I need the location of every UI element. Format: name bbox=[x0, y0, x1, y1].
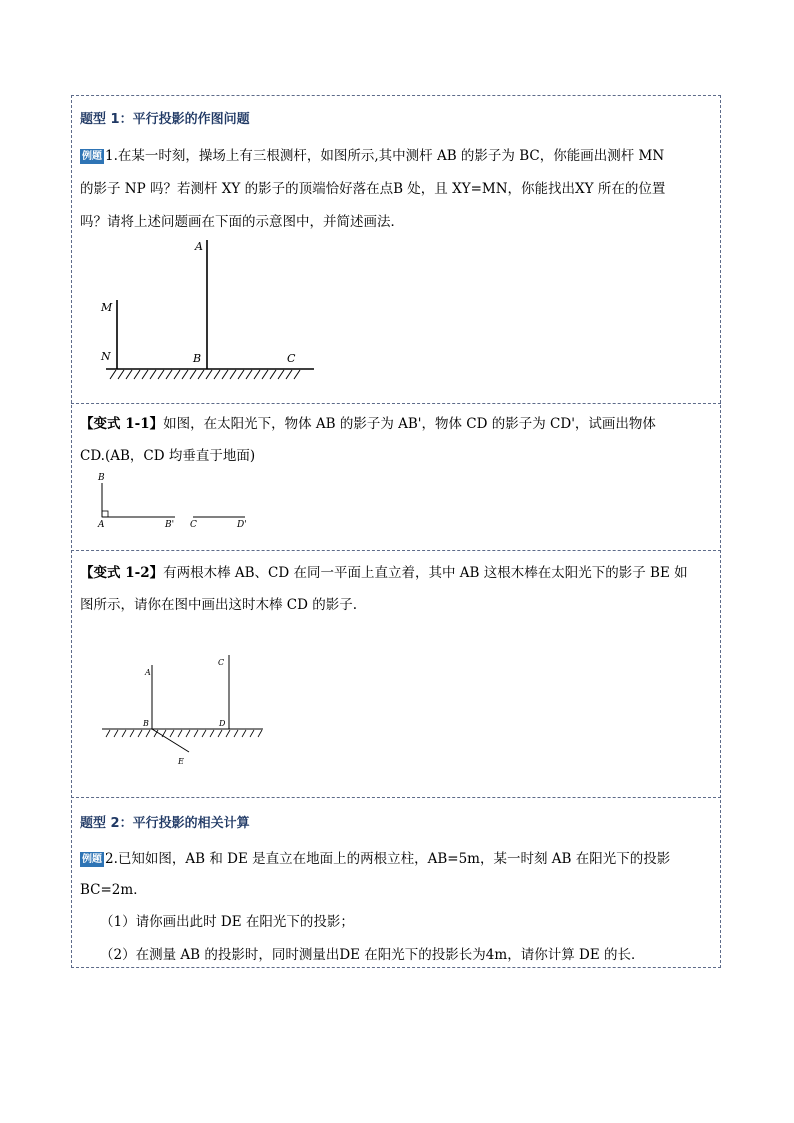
label-d-prime: D' bbox=[237, 520, 247, 530]
variant1-tag: 【变式 1-1】 bbox=[80, 416, 164, 432]
shadow-be bbox=[152, 729, 189, 752]
label-n: N bbox=[101, 350, 111, 363]
label-a: A bbox=[145, 668, 151, 677]
label-b: B bbox=[193, 352, 202, 365]
example2-line1: 例题 2.已知如图，AB 和 DE 是直立在地面上的两根立柱，AB=5m，某一时刻 AB 在阳光下的投影 bbox=[82, 851, 671, 867]
variant1-line1: 【变式 1-1】如图，在太阳光下，物体 AB 的影子为 AB'，物体 CD 的影子为 CD'，试画出物体 bbox=[80, 416, 656, 432]
label-e: E bbox=[178, 757, 184, 766]
variant1-line2: CD.(AB，CD 均垂直于地面) bbox=[80, 448, 256, 464]
label-c: C bbox=[218, 658, 225, 667]
label-b: B bbox=[98, 473, 105, 483]
label-d: D bbox=[219, 719, 226, 728]
example2-line2: BC=2m． bbox=[80, 882, 147, 898]
example2-question1: （1）请你画出此时 DE 在阳光下的投影； bbox=[100, 914, 354, 930]
variant2-line2: 图所示，请你在图中画出这时木棒 CD 的影子. bbox=[80, 597, 358, 613]
variant2-line1: 【变式 1-2】有两根木棒 AB、CD 在同一平面上直立着，其中 AB 这根木棒在太阳光下的影子 BE 如 bbox=[80, 565, 688, 581]
ground-hatching bbox=[106, 730, 262, 737]
label-b-prime: B' bbox=[165, 520, 175, 530]
label-c: C bbox=[190, 520, 197, 530]
label-c: C bbox=[287, 352, 296, 365]
example1-line1: 例题 1.在某一时刻，操场上有三根测杆，如图所示,其中测杆 AB 的影子为 BC，你能画出测杆 MN bbox=[82, 148, 665, 164]
label-a: A bbox=[98, 520, 105, 530]
example1-line3: 吗？请将上述问题画在下面的示意图中，并简述画法． bbox=[80, 214, 404, 230]
example-badge: 例题 bbox=[82, 854, 102, 865]
example2-question2: （2）在测量 AB 的投影时，同时测量出DE 在阳光下的投影长为4m，请你计算 DE 的长． bbox=[100, 947, 645, 963]
example-badge: 例题 bbox=[82, 151, 102, 162]
label-m: M bbox=[101, 301, 113, 314]
example1-line2: 的影子 NP 吗？若测杆 XY 的影子的顶端恰好落在点B 处，且 XY=MN，你能找出XY 所在的位置 bbox=[80, 181, 666, 197]
label-b: B bbox=[143, 719, 149, 728]
section2-heading: 题型 2：平行投影的相关计算 bbox=[80, 816, 250, 831]
section1-heading: 题型 1：平行投影的作图问题 bbox=[80, 112, 250, 127]
label-a: A bbox=[195, 240, 203, 253]
variant2-tag: 【变式 1-2】 bbox=[80, 565, 164, 581]
